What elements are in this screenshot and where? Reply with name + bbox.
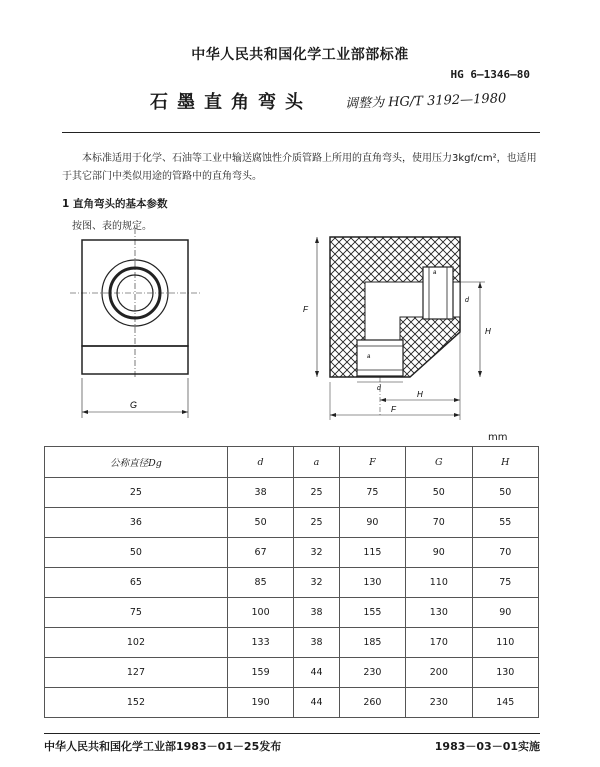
- table-cell: 230: [406, 688, 472, 718]
- table-cell: 260: [339, 688, 405, 718]
- table-cell: 110: [406, 568, 472, 598]
- table-cell: 32: [294, 568, 339, 598]
- table-cell: 25: [294, 508, 339, 538]
- h-label-horizontal: H: [417, 390, 423, 399]
- table-cell: 50: [406, 478, 472, 508]
- column-header: G: [406, 447, 472, 478]
- table-cell: 50: [227, 508, 293, 538]
- a-label-top: a: [433, 270, 437, 276]
- table-cell: 133: [227, 628, 293, 658]
- column-header: a: [294, 447, 339, 478]
- table-cell: 38: [227, 478, 293, 508]
- table-row: [45, 598, 539, 628]
- table-cell: 75: [339, 478, 405, 508]
- table-cell: 102: [45, 628, 228, 658]
- section-heading: 1 直角弯头的基本参数: [62, 198, 168, 210]
- standard-code: HG 6—1346—80: [450, 68, 530, 81]
- unit-label: mm: [488, 432, 508, 443]
- footer-issued: 中华人民共和国化学工业部1983－01－25发布: [44, 740, 282, 753]
- top-fitting: [423, 267, 453, 319]
- table-cell: 230: [339, 658, 405, 688]
- table-cell: 38: [294, 628, 339, 658]
- intro-paragraph: 本标准适用于化学、石油等工业中输送腐蚀性介质管路上所用的直角弯头，使用压力3kgf/cm²，也适用于其它部门中类似用途的管路中的直角弯头。: [62, 153, 537, 182]
- table-cell: 50: [472, 478, 538, 508]
- h-label-vertical: H: [485, 327, 491, 336]
- table-row: [45, 538, 539, 568]
- table-row: [45, 628, 539, 658]
- table-cell: 130: [472, 658, 538, 688]
- g-arrow-right: [182, 410, 188, 414]
- document-title: 石墨直角弯头: [150, 92, 312, 113]
- table-cell: 36: [45, 508, 228, 538]
- table-cell: 159: [227, 658, 293, 688]
- table-row: [45, 508, 539, 538]
- column-header: d: [227, 447, 293, 478]
- table-row: [45, 568, 539, 598]
- table-cell: 185: [339, 628, 405, 658]
- table-cell: 55: [472, 508, 538, 538]
- table-cell: 75: [45, 598, 228, 628]
- f-label-horizontal: F: [391, 405, 396, 414]
- handwritten-note: 调整为 HG/T 3192—1980: [344, 91, 507, 112]
- table-cell: 155: [339, 598, 405, 628]
- table-row: [45, 658, 539, 688]
- table-body: [45, 478, 539, 718]
- table-cell: 130: [339, 568, 405, 598]
- table-cell: 90: [339, 508, 405, 538]
- bottom-rule: [44, 733, 540, 734]
- table-cell: 67: [227, 538, 293, 568]
- column-header: 公称直径Dg: [45, 447, 228, 478]
- table-cell: 85: [227, 568, 293, 598]
- table-cell: 44: [294, 688, 339, 718]
- d-label-top: d: [465, 297, 469, 304]
- bottom-fitting: [357, 340, 403, 376]
- table-cell: 152: [45, 688, 228, 718]
- table-row: [45, 478, 539, 508]
- table-cell: 25: [45, 478, 228, 508]
- table-cell: 127: [45, 658, 228, 688]
- ministry-header: 中华人民共和国化学工业部部标准: [191, 47, 409, 63]
- g-label: G: [130, 400, 138, 410]
- table-cell: 32: [294, 538, 339, 568]
- table-cell: 130: [406, 598, 472, 628]
- top-rule: [62, 132, 540, 133]
- table-cell: 90: [406, 538, 472, 568]
- table-cell: 110: [472, 628, 538, 658]
- g-arrow-left: [82, 410, 88, 414]
- parameter-table: [44, 446, 539, 718]
- table-header-row: [45, 447, 539, 478]
- column-header: F: [339, 447, 405, 478]
- table-cell: 90: [472, 598, 538, 628]
- table-cell: 115: [339, 538, 405, 568]
- table-cell: 200: [406, 658, 472, 688]
- table-cell: 65: [45, 568, 228, 598]
- d-label-bottom: d: [377, 385, 381, 392]
- table-cell: 75: [472, 568, 538, 598]
- a-label-bottom: a: [367, 354, 371, 360]
- footer-effective: 1983－03－01实施: [434, 740, 540, 753]
- table-cell: 25: [294, 478, 339, 508]
- table-cell: 44: [294, 658, 339, 688]
- table-cell: 170: [406, 628, 472, 658]
- table-cell: 50: [45, 538, 228, 568]
- table-cell: 70: [472, 538, 538, 568]
- section-note: 按图、表的规定。: [72, 221, 152, 232]
- table-cell: 38: [294, 598, 339, 628]
- table-cell: 100: [227, 598, 293, 628]
- column-header: H: [472, 447, 538, 478]
- table-row: [45, 688, 539, 718]
- table-cell: 70: [406, 508, 472, 538]
- table-cell: 145: [472, 688, 538, 718]
- f-label-vertical: F: [303, 305, 308, 314]
- section-view-figure: [295, 222, 505, 427]
- front-view-figure: [70, 228, 200, 428]
- table-cell: 190: [227, 688, 293, 718]
